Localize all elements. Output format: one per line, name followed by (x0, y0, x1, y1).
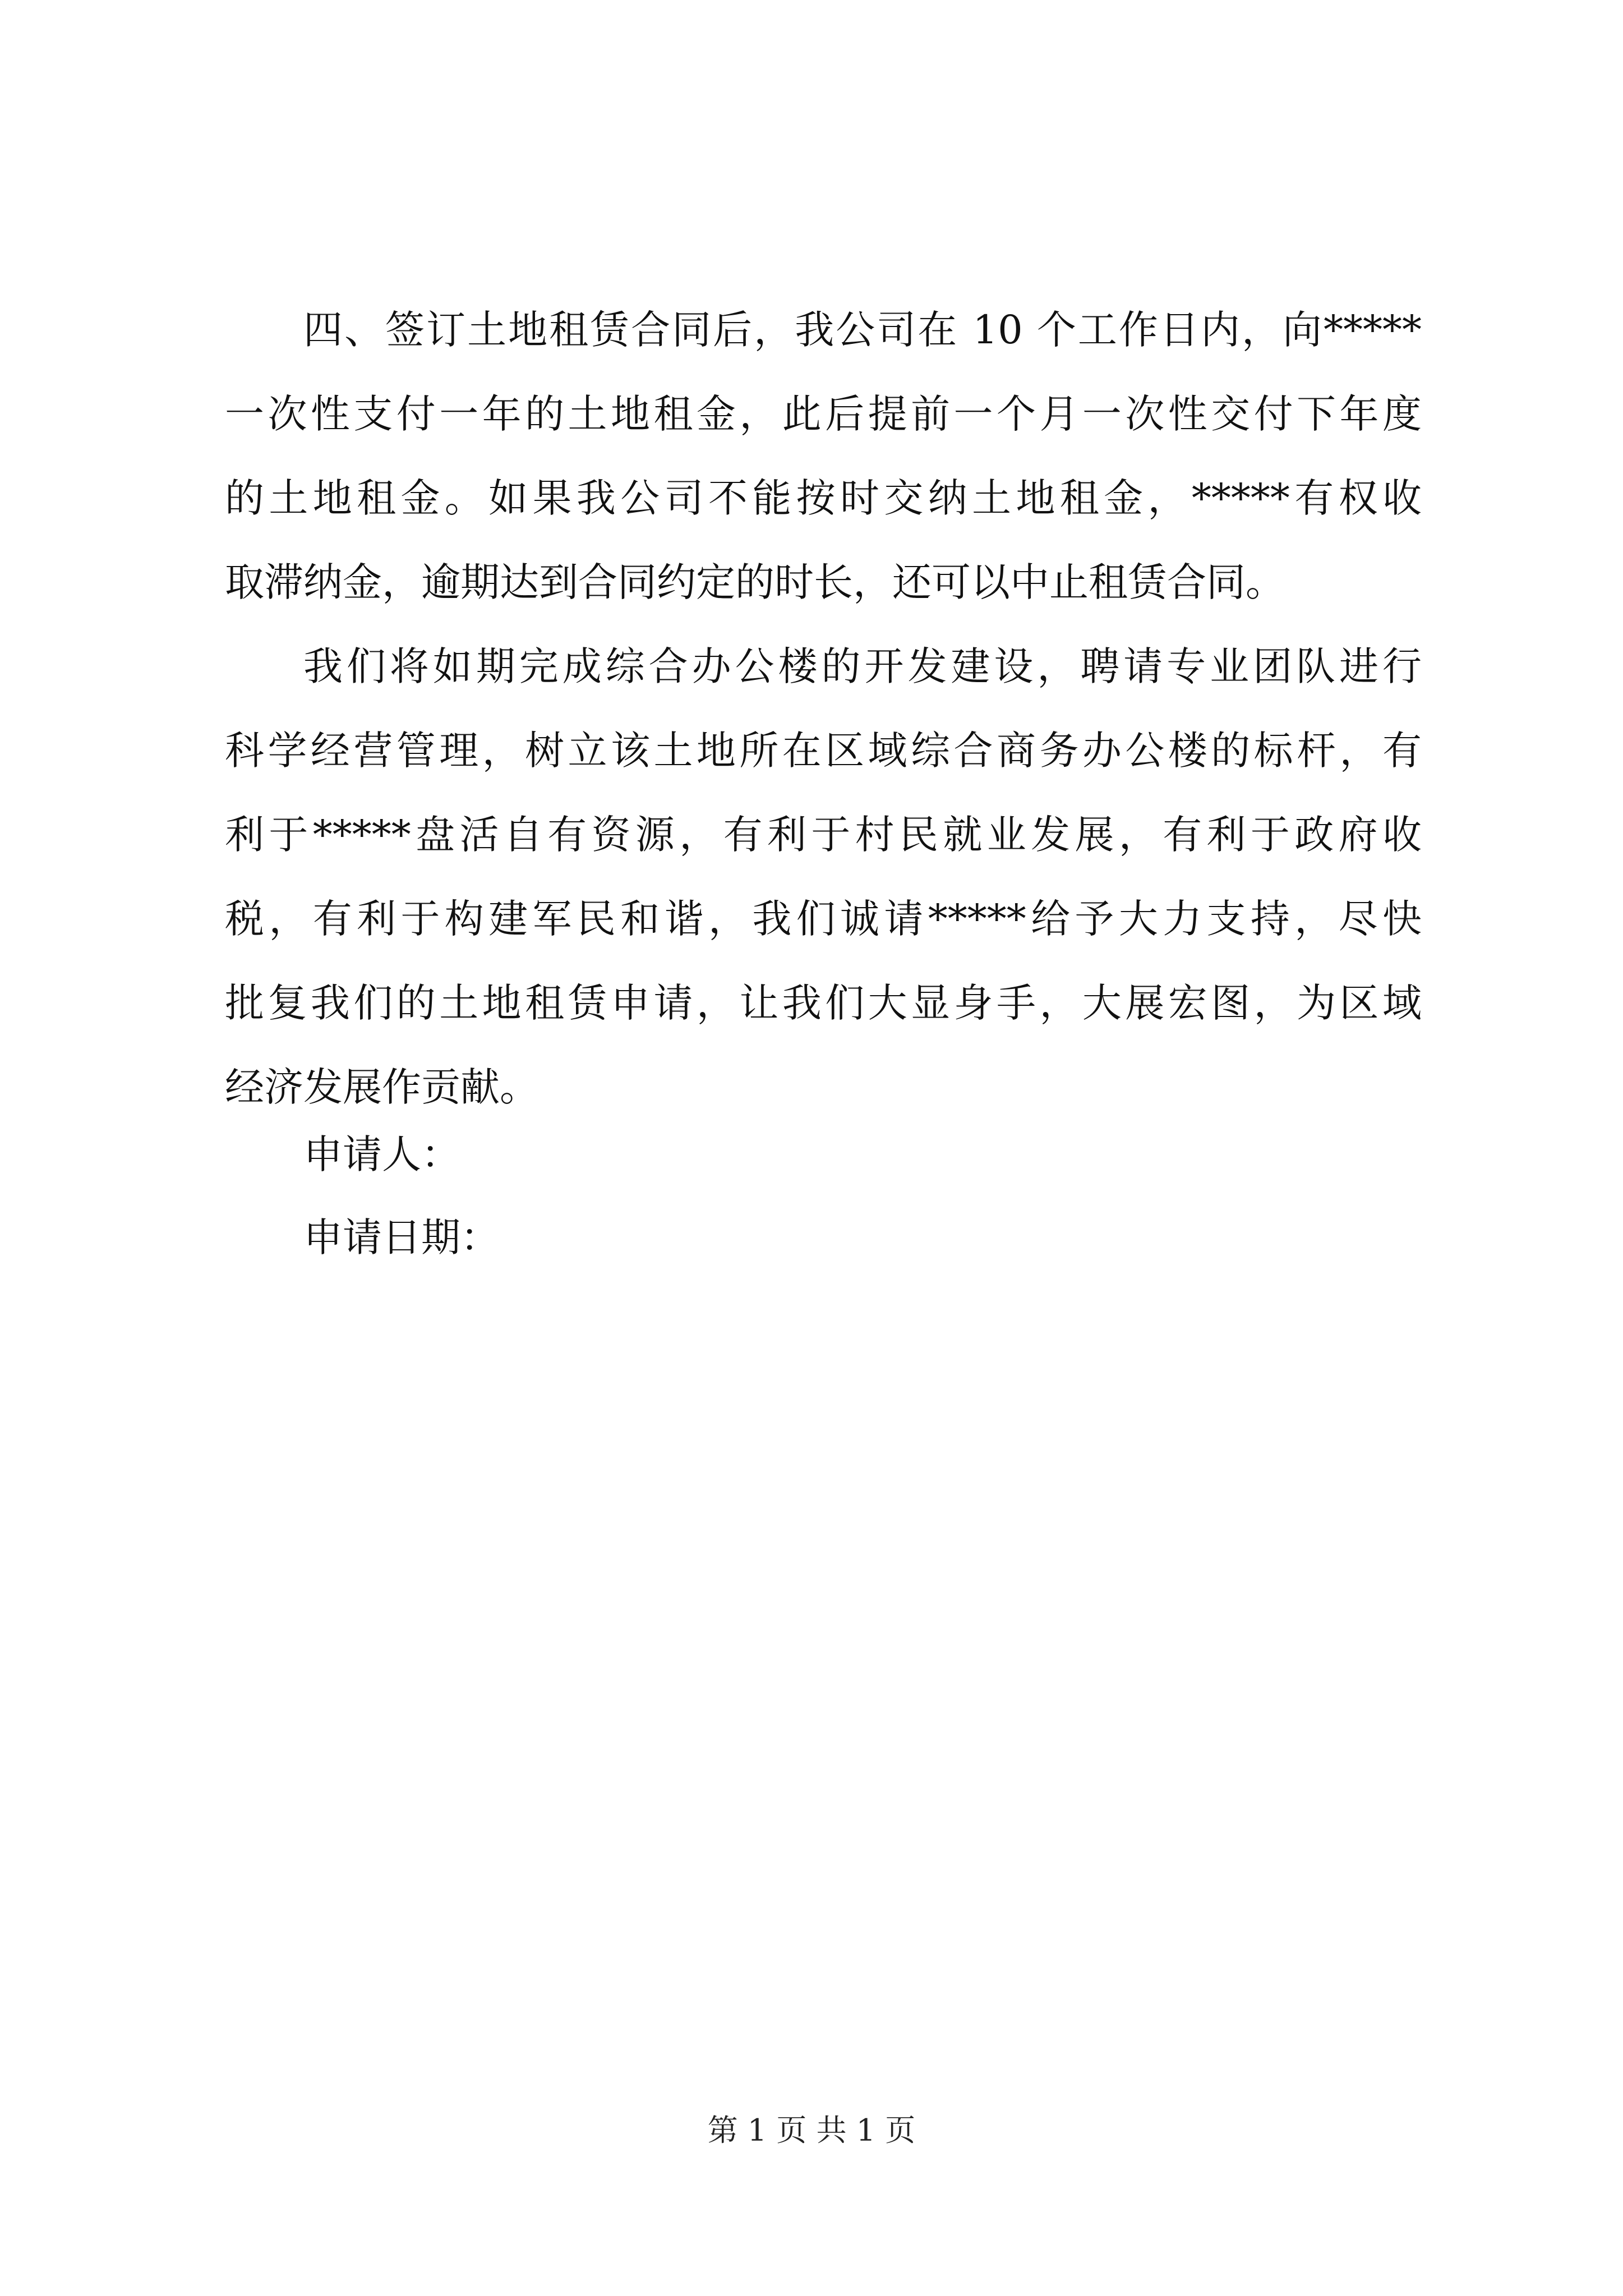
paragraph-line: 批复我们的土地租赁申请，让我们大显身手，大展宏图，为区域 (225, 980, 1422, 1026)
paragraph-line: 取滞纳金，逾期达到合同约定的时长，还可以中止租赁合同。 (225, 559, 1285, 605)
paragraph-line: 一次性支付一年的土地租金，此后提前一个月一次性交付下年度 (225, 391, 1422, 437)
paragraph-line: 我们将如期完成综合办公楼的开发建设，聘请专业团队进行 (303, 643, 1422, 689)
paragraph-line: 税，有利于构建军民和谐，我们诚请*****给予大力支持，尽快 (225, 896, 1422, 942)
paragraph-line: 利于*****盘活自有资源，有利于村民就业发展，有利于政府收 (225, 812, 1422, 858)
page-number-footer: 第 1 页 共 1 页 (707, 2113, 916, 2148)
paragraph-line: 的土地租金。如果我公司不能按时交纳土地租金，*****有权收 (225, 475, 1422, 521)
paragraph-line: 经济发展作贡献。 (225, 1064, 539, 1110)
application-date-label: 申请日期： (303, 1214, 500, 1260)
paragraph-line: 科学经营管理，树立该土地所在区域综合商务办公楼的标杆，有 (225, 728, 1422, 774)
applicant-label: 申请人： (303, 1131, 460, 1177)
paragraph-line: 四、签订土地租赁合同后，我公司在 10 个工作日内，向***** (303, 307, 1422, 353)
